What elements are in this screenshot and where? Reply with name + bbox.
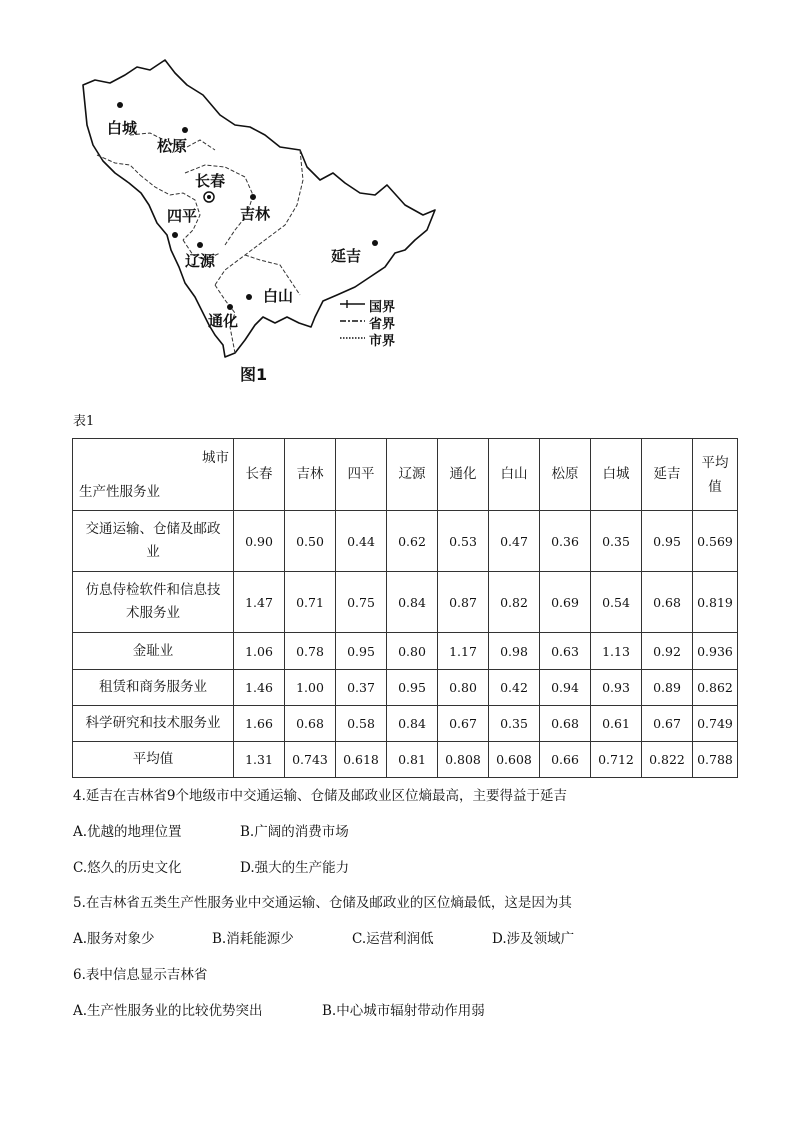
col-header: 松原 bbox=[540, 439, 591, 511]
cell: 0.69 bbox=[540, 572, 591, 633]
table-corner-cell bbox=[73, 439, 234, 511]
cell: 0.749 bbox=[693, 706, 738, 742]
city-label-siping: 四平 bbox=[167, 207, 198, 225]
question-6: 6.表中信息显示吉林省 bbox=[73, 967, 208, 983]
q5-option-b: B.消耗能源少 bbox=[212, 931, 294, 947]
corner-city-label: 城市 bbox=[202, 449, 229, 466]
col-header: 延吉 bbox=[642, 439, 693, 511]
cell: 0.92 bbox=[642, 633, 693, 670]
city-label-songyuan: 松原 bbox=[157, 137, 188, 155]
cell: 0.35 bbox=[591, 511, 642, 572]
cell: 1.46 bbox=[234, 670, 285, 706]
cell: 0.95 bbox=[387, 670, 438, 706]
cell: 0.569 bbox=[693, 511, 738, 572]
cell: 1.06 bbox=[234, 633, 285, 670]
col-header: 通化 bbox=[438, 439, 489, 511]
cell: 0.94 bbox=[540, 670, 591, 706]
q5-option-c: C.运营利润低 bbox=[352, 931, 434, 947]
cell: 0.98 bbox=[489, 633, 540, 670]
q5-option-d: D.涉及领域广 bbox=[492, 931, 575, 947]
cell: 0.743 bbox=[285, 742, 336, 778]
row-label: 平均值 bbox=[73, 742, 234, 778]
cell: 0.36 bbox=[540, 511, 591, 572]
q4-option-c: C.悠久的历史文化 bbox=[73, 860, 182, 876]
cell: 0.66 bbox=[540, 742, 591, 778]
corner-industry-label: 生产性服务业 bbox=[79, 483, 160, 500]
cell: 0.95 bbox=[336, 633, 387, 670]
cell: 0.819 bbox=[693, 572, 738, 633]
table-row bbox=[73, 633, 738, 670]
cell: 0.54 bbox=[591, 572, 642, 633]
col-header: 白山 bbox=[489, 439, 540, 511]
cell: 0.788 bbox=[693, 742, 738, 778]
q4-option-a: A.优越的地理位置 bbox=[73, 824, 182, 840]
cell: 0.87 bbox=[438, 572, 489, 633]
cell: 0.608 bbox=[489, 742, 540, 778]
legend-city-border: 市界 bbox=[369, 334, 396, 349]
cell: 0.61 bbox=[591, 706, 642, 742]
cell: 0.822 bbox=[642, 742, 693, 778]
cell: 0.89 bbox=[642, 670, 693, 706]
table-row bbox=[73, 511, 738, 572]
city-label-jilin: 吉林 bbox=[240, 205, 271, 223]
cell: 0.35 bbox=[489, 706, 540, 742]
col-header: 吉林 bbox=[285, 439, 336, 511]
cell: 0.63 bbox=[540, 633, 591, 670]
city-label-baishan: 白山 bbox=[263, 287, 294, 305]
jilin-map bbox=[75, 55, 440, 390]
row-label: 交通运输、仓储及邮政业 bbox=[73, 511, 234, 572]
row-label: 租赁和商务服务业 bbox=[73, 670, 234, 706]
cell: 0.81 bbox=[387, 742, 438, 778]
cell: 0.71 bbox=[285, 572, 336, 633]
q4-option-d: D.强大的生产能力 bbox=[240, 860, 350, 876]
table-row bbox=[73, 572, 738, 633]
cell: 1.66 bbox=[234, 706, 285, 742]
cell: 0.58 bbox=[336, 706, 387, 742]
cell: 0.44 bbox=[336, 511, 387, 572]
cell: 1.31 bbox=[234, 742, 285, 778]
col-header-average: 平均值 bbox=[693, 439, 738, 511]
q6-option-a: A.生产性服务业的比较优势突出 bbox=[73, 1003, 263, 1019]
cell: 0.75 bbox=[336, 572, 387, 633]
cell: 0.62 bbox=[387, 511, 438, 572]
cell: 0.862 bbox=[693, 670, 738, 706]
row-label: 金耻业 bbox=[73, 633, 234, 670]
figure-caption: 图1 bbox=[240, 365, 268, 384]
city-label-changchun: 长春 bbox=[195, 172, 226, 190]
table-row bbox=[73, 670, 738, 706]
cell: 0.80 bbox=[438, 670, 489, 706]
col-header: 白城 bbox=[591, 439, 642, 511]
cell: 0.90 bbox=[234, 511, 285, 572]
cell: 1.47 bbox=[234, 572, 285, 633]
table-row bbox=[73, 742, 738, 778]
row-label: 仿息侍检软件和信息技术服务业 bbox=[73, 572, 234, 633]
cell: 0.618 bbox=[336, 742, 387, 778]
q4-option-b: B.广阔的消费市场 bbox=[240, 824, 349, 840]
cell: 0.42 bbox=[489, 670, 540, 706]
table-caption: 表1 bbox=[73, 414, 95, 429]
cell: 0.93 bbox=[591, 670, 642, 706]
col-header: 长春 bbox=[234, 439, 285, 511]
cell: 0.936 bbox=[693, 633, 738, 670]
cell: 0.47 bbox=[489, 511, 540, 572]
cell: 0.712 bbox=[591, 742, 642, 778]
cell: 0.82 bbox=[489, 572, 540, 633]
question-4: 4.延吉在吉林省9个地级市中交通运输、仓储及邮政业区位熵最高，主要得益于延吉 bbox=[73, 788, 567, 804]
city-label-tonghua: 通化 bbox=[208, 312, 239, 330]
q5-option-a: A.服务对象少 bbox=[73, 931, 155, 947]
location-entropy-table bbox=[72, 438, 738, 778]
cell: 0.68 bbox=[642, 572, 693, 633]
cell: 0.67 bbox=[642, 706, 693, 742]
col-header: 四平 bbox=[336, 439, 387, 511]
cell: 0.808 bbox=[438, 742, 489, 778]
cell: 0.68 bbox=[285, 706, 336, 742]
cell: 0.50 bbox=[285, 511, 336, 572]
cell: 0.67 bbox=[438, 706, 489, 742]
cell: 1.17 bbox=[438, 633, 489, 670]
row-label: 科学研究和技术服务业 bbox=[73, 706, 234, 742]
legend-provincial-border: 省界 bbox=[369, 317, 396, 332]
cell: 0.37 bbox=[336, 670, 387, 706]
city-label-baicheng: 白城 bbox=[107, 119, 138, 137]
cell: 0.53 bbox=[438, 511, 489, 572]
col-header: 辽源 bbox=[387, 439, 438, 511]
cell: 0.68 bbox=[540, 706, 591, 742]
table-row bbox=[73, 706, 738, 742]
cell: 0.95 bbox=[642, 511, 693, 572]
cell: 0.84 bbox=[387, 572, 438, 633]
cell: 1.00 bbox=[285, 670, 336, 706]
legend-national-border: 国界 bbox=[369, 300, 396, 315]
cell: 0.84 bbox=[387, 706, 438, 742]
cell: 0.80 bbox=[387, 633, 438, 670]
cell: 1.13 bbox=[591, 633, 642, 670]
table-header-row bbox=[73, 439, 738, 511]
city-label-yanji: 延吉 bbox=[331, 247, 362, 265]
q6-option-b: B.中心城市辐射带动作用弱 bbox=[322, 1003, 485, 1019]
cell: 0.78 bbox=[285, 633, 336, 670]
question-5: 5.在吉林省五类生产性服务业中交通运输、仓储及邮政业的区位熵最低，这是因为其 bbox=[73, 895, 572, 911]
city-label-liaoyuan: 辽源 bbox=[185, 252, 216, 270]
